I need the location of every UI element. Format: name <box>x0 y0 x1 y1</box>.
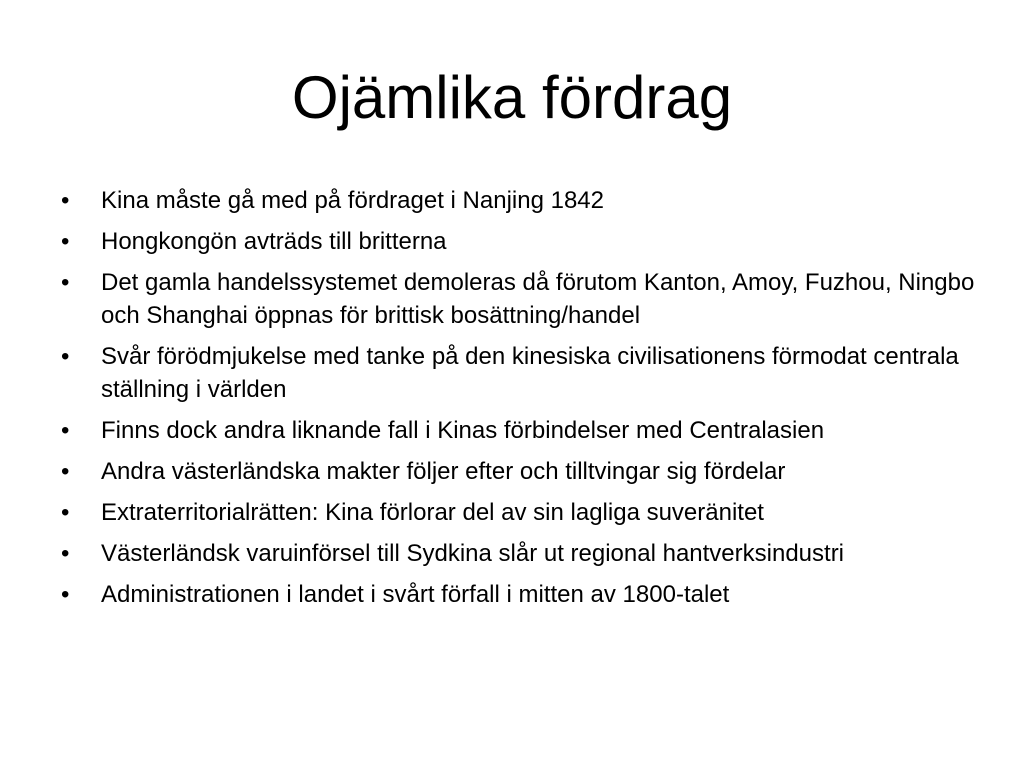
bullet-list <box>56 184 986 619</box>
bullet-text: Andra västerländska makter följer efter och tilltvingar sig fördelar <box>101 458 786 485</box>
slide-title: Ojämlika fördrag <box>291 64 733 131</box>
bullet-item <box>56 340 986 406</box>
bullet-text: Västerländsk varuinförsel till Sydkina slår ut regional hantverksindustri <box>101 540 845 567</box>
bullet-icon: • <box>61 458 70 485</box>
bullet-item <box>56 578 986 611</box>
bullet-item <box>56 225 986 258</box>
bullet-text: Administrationen i landet i svårt förfall i mitten av 1800-talet <box>101 581 730 608</box>
bullet-item <box>56 266 986 332</box>
bullet-item <box>56 496 986 529</box>
bullet-icon: • <box>61 499 70 526</box>
bullet-icon: • <box>61 417 70 444</box>
bullet-text: Extraterritorialrätten: Kina förlorar del av sin lagliga suveränitet <box>101 499 764 526</box>
bullet-text: Svår förödmjukelse med tanke på den kinesiska civilisationens förmodat centrala ställning i världen <box>101 343 959 403</box>
bullet-item <box>56 537 986 570</box>
bullet-icon: • <box>61 540 70 567</box>
bullet-text: Det gamla handelssystemet demoleras då förutom Kanton, Amoy, Fuzhou, Ningbo och Shanghai öppnas för brittisk bosättning/handel <box>101 269 975 329</box>
bullet-icon: • <box>61 269 70 296</box>
bullet-item <box>56 184 986 217</box>
bullet-text: Finns dock andra liknande fall i Kinas förbindelser med Centralasien <box>101 417 825 444</box>
bullet-item <box>56 414 986 447</box>
bullet-icon: • <box>61 187 70 214</box>
bullet-item <box>56 455 986 488</box>
bullet-text: Kina måste gå med på fördraget i Nanjing 1842 <box>101 187 604 214</box>
bullet-icon: • <box>61 228 70 255</box>
bullet-text: Hongkongön avträds till britterna <box>101 228 447 255</box>
bullet-icon: • <box>61 581 70 608</box>
bullet-icon: • <box>61 343 70 370</box>
